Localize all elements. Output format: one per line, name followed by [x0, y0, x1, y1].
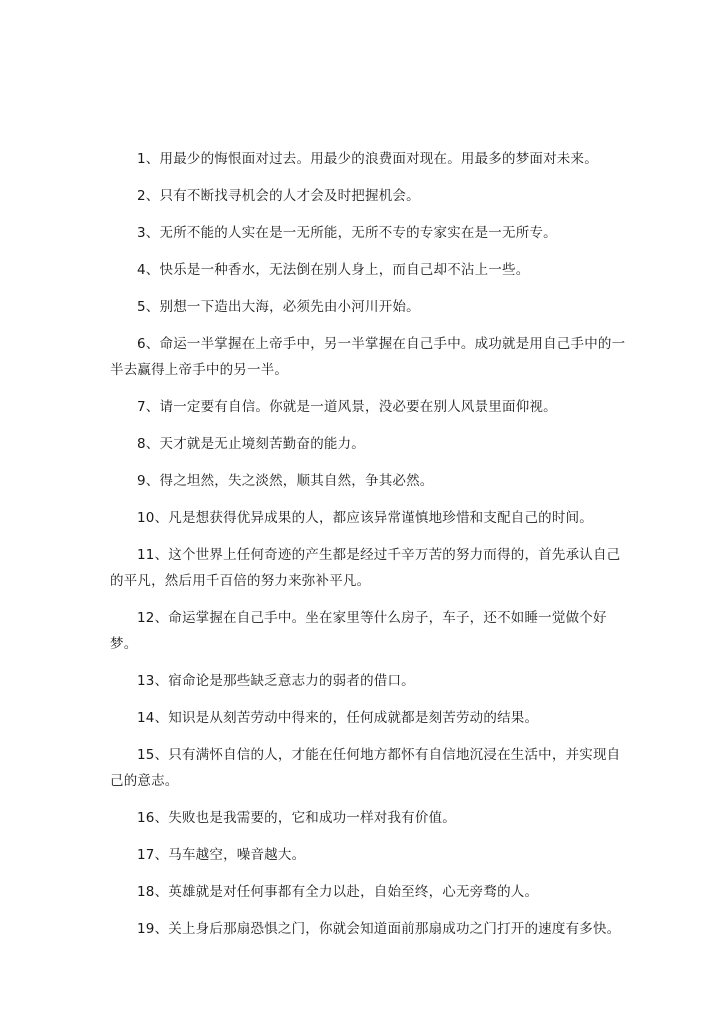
quote-paragraph: 19、关上身后那扇恐惧之门，你就会知道面前那扇成功之门打开的速度有多快。	[137, 921, 621, 937]
quote-paragraph: 12、命运掌握在自己手中。坐在家里等什么房子，车子，还不如睡一觉做个好梦。	[110, 610, 607, 652]
quote-paragraph: 13、宿命论是那些缺乏意志力的弱者的借口。	[137, 673, 415, 689]
quote-paragraph: 6、命运一半掌握在上帝手中，另一半掌握在自己手中。成功就是用自己手中的一半去赢得上帝手中的另一半。	[110, 336, 626, 378]
quote-paragraph: 10、凡是想获得优异成果的人，都应该异常谨慎地珍惜和支配自己的时间。	[137, 510, 593, 526]
quote-paragraph: 7、请一定要有自信。你就是一道风景，没必要在别人风景里面仰视。	[137, 399, 557, 415]
quote-paragraph: 17、马车越空，噪音越大。	[137, 847, 306, 863]
quote-paragraph: 9、得之坦然，失之淡然，顺其自然，争其必然。	[137, 473, 434, 489]
quote-paragraph: 2、只有不断找寻机会的人才会及时把握机会。	[137, 188, 420, 204]
quote-paragraph: 11、这个世界上任何奇迹的产生都是经过千辛万苦的努力而得的，首先承认自己的平凡，然后用千百倍的努力来弥补平凡。	[110, 547, 621, 589]
document-body	[110, 146, 630, 953]
quote-paragraph: 15、只有满怀自信的人，才能在任何地方都怀有自信地沉浸在生活中，并实现自己的意志。	[110, 747, 621, 789]
quote-paragraph: 1、用最少的悔恨面对过去。用最少的浪费面对现在。用最多的梦面对未来。	[137, 151, 598, 167]
quote-paragraph: 4、快乐是一种香水，无法倒在别人身上，而自己却不沾上一些。	[137, 262, 530, 278]
quote-paragraph: 3、无所不能的人实在是一无所能，无所不专的专家实在是一无所专。	[137, 225, 557, 241]
quote-paragraph: 8、天才就是无止境刻苦勤奋的能力。	[137, 436, 365, 452]
quote-paragraph: 14、知识是从刻苦劳动中得来的，任何成就都是刻苦劳动的结果。	[137, 710, 539, 726]
quote-paragraph: 18、英雄就是对任何事都有全力以赴，自始至终，心无旁骛的人。	[137, 884, 539, 900]
quote-paragraph: 5、别想一下造出大海，必须先由小河川开始。	[137, 299, 420, 315]
quote-paragraph: 16、失败也是我需要的，它和成功一样对我有价值。	[137, 810, 456, 826]
